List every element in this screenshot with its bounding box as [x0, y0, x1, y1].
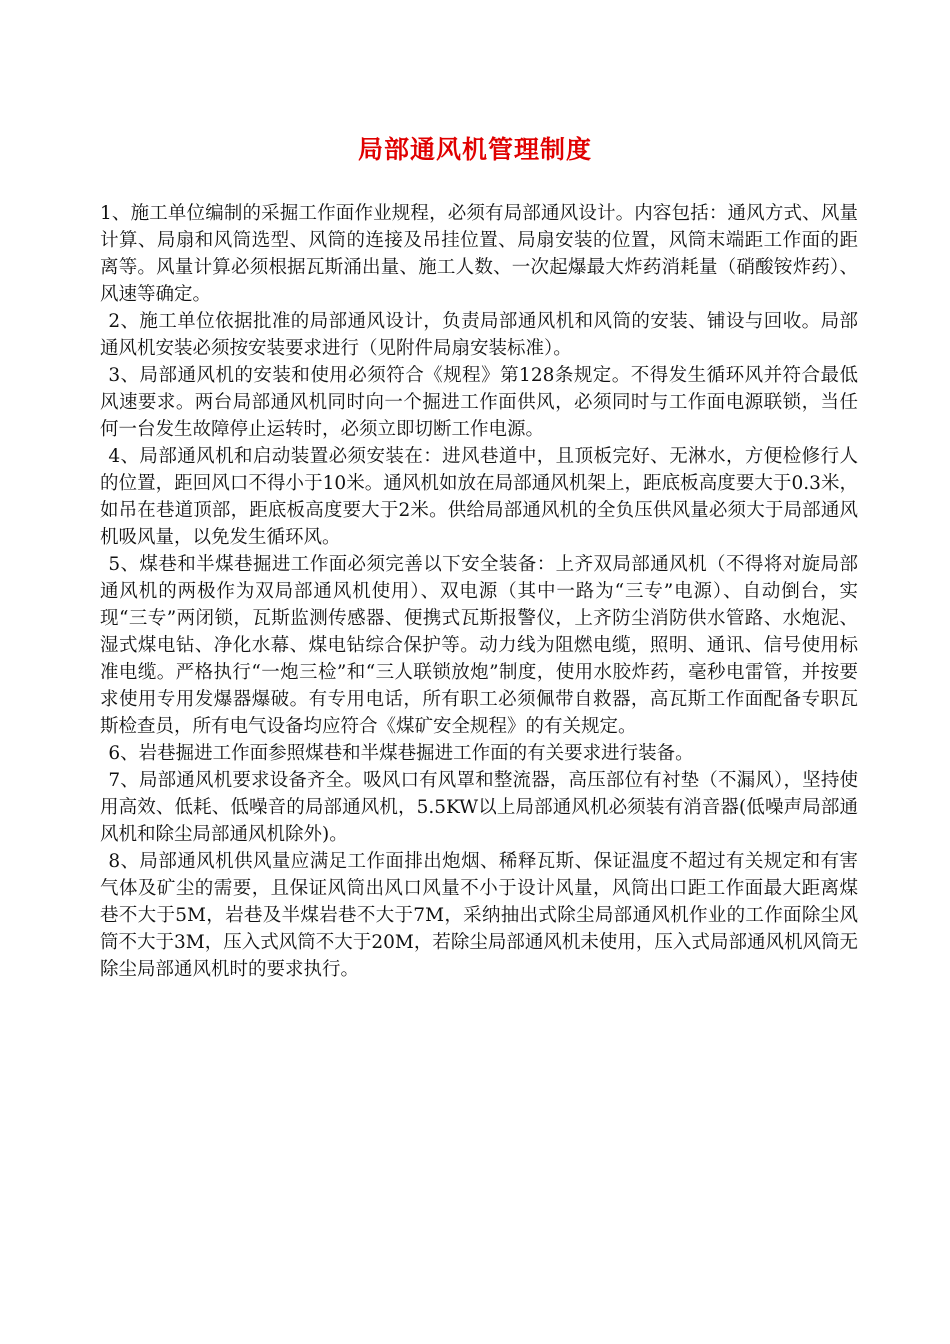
document-title: 局部通风机管理制度 [357, 135, 592, 164]
paragraph-1: 1、施工单位编制的采掘工作面作业规程，必须有局部通风设计。内容包括：通风方式、风量计算、局扇和风筒选型、风筒的连接及吊挂位置、局扇安装的位置，风筒末端距工作面的距离等。风量计算必须根据瓦斯涌出量、施工人数、一次起爆最大炸药消耗量（硝酸铵炸药）、风速等确定。 [100, 203, 858, 305]
document-body [100, 200, 858, 983]
paragraph-3: 3、局部通风机的安装和使用必须符合《规程》第128条规定。不得发生循环风并符合最低风速要求。两台局部通风机同时向一个掘进工作面供风，必须同时与工作面电源联锁，当任何一台发生故障停止运转时，必须立即切断工作电源。 [100, 365, 858, 440]
paragraph-2: 2、施工单位依据批准的局部通风设计，负责局部通风机和风筒的安装、铺设与回收。局部通风机安装必须按安装要求进行（见附件局扇安装标准）。 [100, 311, 858, 359]
paragraph-5: 5、煤巷和半煤巷掘进工作面必须完善以下安全装备：上齐双局部通风机（不得将对旋局部通风机的两极作为双局部通风机使用）、双电源（其中一路为“三专”电源）、自动倒台，实现“三专”两闭锁，瓦斯监测传感器、便携式瓦斯报警仪，上齐防尘消防供水管路、水炮泥、湿式煤电钻、净化水幕、煤电钻综合保护等。动力线为阻燃电缆，照明、通讯、信号使用标准电缆。严格执行“一炮三检”和“三人联锁放炮”制度，使用水胶炸药，毫秒电雷管，并按要求使用专用发爆器爆破。有专用电话，所有职工必须佩带自救器，高瓦斯工作面配备专职瓦斯检查员，所有电气设备均应符合《煤矿安全规程》的有关规定。 [100, 554, 858, 737]
paragraph-6: 6、岩巷掘进工作面参照煤巷和半煤巷掘进工作面的有关要求进行装备。 [108, 743, 694, 764]
paragraph-8: 8、局部通风机供风量应满足工作面排出炮烟、稀释瓦斯、保证温度不超过有关规定和有害气体及矿尘的需要，且保证风筒出风口风量不小于设计风量，风筒出口距工作面最大距离煤巷不大于5M，岩巷及半煤岩巷不大于7M，采纳抽出式除尘局部通风机作业的工作面除尘风筒不大于3M，压入式风筒不大于20M，若除尘局部通风机未使用，压入式局部通风机风筒无除尘局部通风机时的要求执行。 [100, 851, 858, 980]
paragraph-4: 4、局部通风机和启动装置必须安装在：进风巷道中，且顶板完好、无淋水，方便检修行人的位置，距回风口不得小于10米。通风机如放在局部通风机架上，距底板高度要大于0.3米，如吊在巷道顶部，距底板高度要大于2米。供给局部通风机的全负压供风量必须大于局部通风机吸风量，以免发生循环风。 [100, 446, 858, 548]
paragraph-7: 7、局部通风机要求设备齐全。吸风口有风罩和整流器，高压部位有衬垫（不漏风），坚持使用高效、低耗、低噪音的局部通风机，5.5KW以上局部通风机必须装有消音器(低噪声局部通风机和除尘局部通风机除外)。 [100, 770, 858, 845]
